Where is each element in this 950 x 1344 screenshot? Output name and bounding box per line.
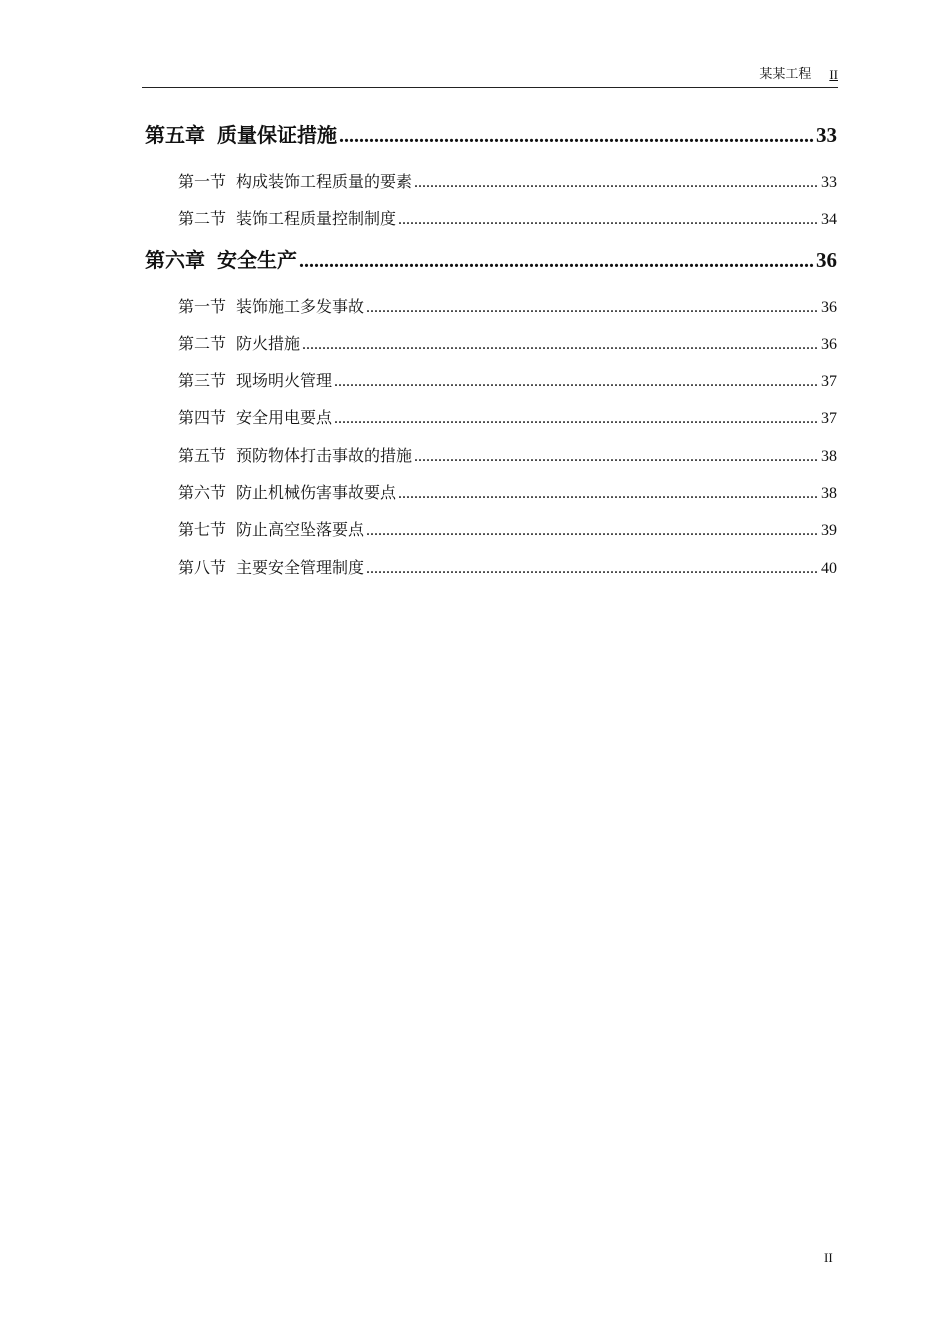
page-header <box>142 66 838 88</box>
toc-section-label <box>178 370 332 392</box>
toc-page-number: 33 <box>821 174 837 191</box>
toc-chapter-title: 质量保证措施 <box>217 123 337 147</box>
toc-dot-leader <box>366 297 819 319</box>
toc-chapter-label <box>145 247 297 273</box>
toc-section-number: 第八节 <box>178 558 227 577</box>
toc-section-6-1[interactable] <box>178 296 837 319</box>
toc-chapter-title: 安全生产 <box>217 248 297 272</box>
toc-section-title: 装饰工程质量控制制度 <box>236 209 397 228</box>
toc-section-number: 第一节 <box>178 297 227 316</box>
toc-section-number: 第四节 <box>178 408 227 427</box>
toc-section-6-7[interactable] <box>178 519 837 542</box>
toc-section-number: 第二节 <box>178 209 227 228</box>
toc-page-number: 38 <box>821 485 837 502</box>
toc-page-number: 37 <box>821 410 837 427</box>
header-document-title: 某某工程 <box>759 67 812 82</box>
toc-dot-leader <box>398 209 819 231</box>
toc-section-label <box>178 407 332 429</box>
toc-dot-leader <box>366 558 819 580</box>
toc-section-6-3[interactable] <box>178 370 837 393</box>
toc-page-number: 36 <box>821 336 837 353</box>
toc-dot-leader <box>414 172 819 194</box>
toc-section-label <box>178 333 300 355</box>
toc-section-6-5[interactable] <box>178 445 837 468</box>
toc-section-number: 第三节 <box>178 371 227 390</box>
toc-section-label <box>178 557 364 579</box>
toc-section-title: 防火措施 <box>236 334 301 353</box>
toc-dot-leader <box>334 371 819 393</box>
toc-section-title: 防止高空坠落要点 <box>236 520 365 539</box>
toc-dot-leader <box>302 334 819 356</box>
toc-section-number: 第七节 <box>178 520 227 539</box>
toc-chapter-5[interactable] <box>145 122 837 149</box>
toc-dot-leader <box>299 248 814 274</box>
toc-page-number: 37 <box>821 373 837 390</box>
toc-page-number: 38 <box>821 448 837 465</box>
toc-page-number: 36 <box>816 248 837 272</box>
toc-section-number: 第一节 <box>178 172 227 191</box>
toc-dot-leader <box>334 408 819 430</box>
toc-section-label <box>178 296 364 318</box>
toc-chapter-number: 第五章 <box>145 123 205 147</box>
toc-dot-leader <box>414 446 819 468</box>
header-page-number: II <box>829 67 838 82</box>
toc-section-6-6[interactable] <box>178 482 837 505</box>
toc-page-number: 39 <box>821 522 837 539</box>
toc-section-number: 第五节 <box>178 446 227 465</box>
toc-page-number: 36 <box>821 299 837 316</box>
toc-chapter-number: 第六章 <box>145 248 205 272</box>
toc-section-title: 现场明火管理 <box>236 371 333 390</box>
toc-section-title: 预防物体打击事故的措施 <box>236 446 413 465</box>
toc-dot-leader <box>339 123 814 149</box>
toc-section-6-2[interactable] <box>178 333 837 356</box>
toc-section-title: 装饰施工多发事故 <box>236 297 365 316</box>
toc-dot-leader <box>398 483 819 505</box>
toc-section-5-1[interactable] <box>178 171 837 194</box>
toc-page-number: 34 <box>821 211 837 228</box>
toc-section-label <box>178 482 396 504</box>
toc-section-label <box>178 519 364 541</box>
toc-section-label <box>178 445 412 467</box>
footer-page-number: II <box>824 1250 833 1265</box>
toc-section-label <box>178 171 412 193</box>
toc-section-6-8[interactable] <box>178 557 837 580</box>
toc-chapter-6[interactable] <box>145 247 837 274</box>
toc-section-title: 安全用电要点 <box>236 408 333 427</box>
toc-chapter-label <box>145 122 337 148</box>
toc-section-title: 构成装饰工程质量的要素 <box>236 172 413 191</box>
toc-dot-leader <box>366 520 819 542</box>
toc-page-number: 40 <box>821 560 837 577</box>
toc-section-6-4[interactable] <box>178 407 837 430</box>
toc-section-number: 第六节 <box>178 483 227 502</box>
toc-section-title: 主要安全管理制度 <box>236 558 365 577</box>
toc-section-number: 第二节 <box>178 334 227 353</box>
toc-section-label <box>178 208 396 230</box>
toc-section-5-2[interactable] <box>178 208 837 231</box>
toc-page-number: 33 <box>816 123 837 147</box>
toc-section-title: 防止机械伤害事故要点 <box>236 483 397 502</box>
